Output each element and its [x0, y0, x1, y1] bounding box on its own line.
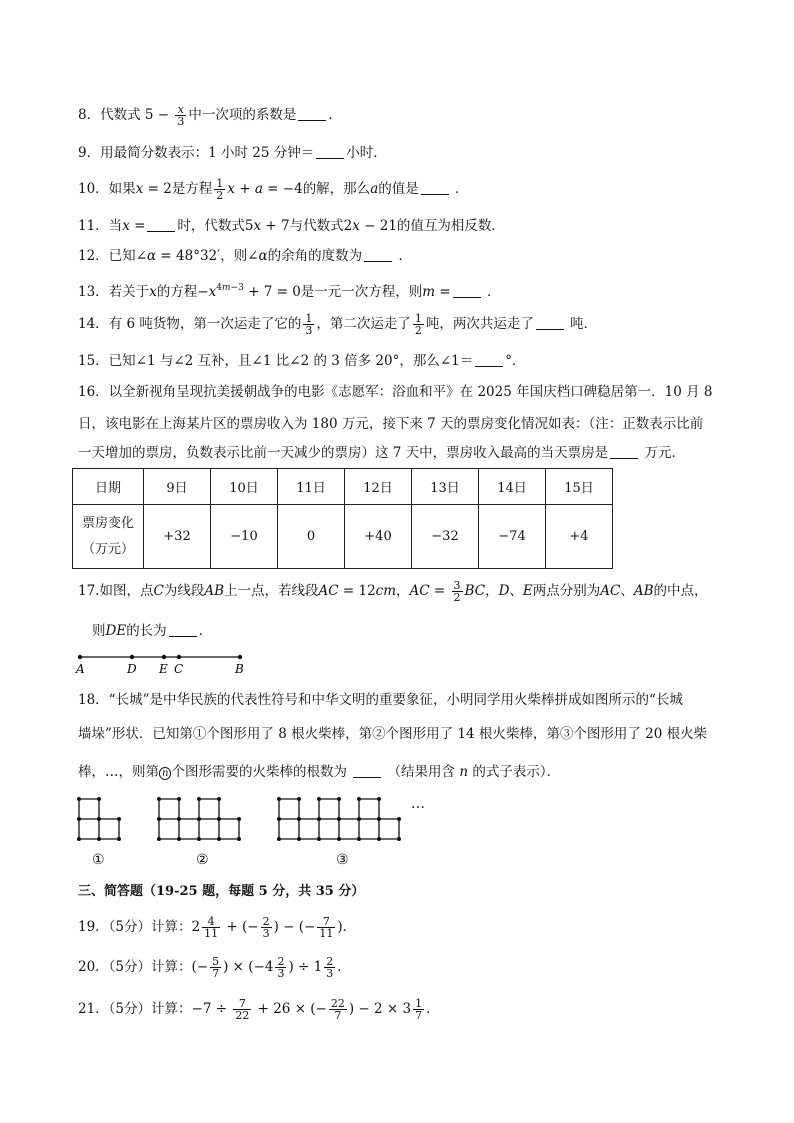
table-header-date: 日期: [73, 469, 144, 505]
label-c: C: [174, 662, 184, 676]
question-16-line-2: 日，该电影在上海某片区的票房收入为 180 万元，接下来 7 天的票房变化情况如表：（注：正数表示比前: [78, 416, 704, 432]
answer-blank[interactable]: [536, 315, 564, 330]
figure-label-3: ③: [336, 852, 349, 868]
answer-blank[interactable]: [364, 247, 392, 262]
label-b: B: [235, 662, 244, 676]
question-17-line-1: 17.如图，点C为线段AB上一点，若线段AC = 12cm，AC = $\frac{3}{2}$ BC，D、E两点分别为AC、AB的中点，: [78, 579, 708, 604]
answer-blank[interactable]: [353, 763, 381, 778]
question-12: 12．已知∠α = 48°32′，则∠α的余角的度数为 ．: [78, 248, 412, 264]
box-office-table: [72, 468, 613, 569]
wall-figure-2: [154, 794, 254, 844]
wall-figure-3: [274, 794, 414, 844]
question-20: 20．（5分）计算：(− $\frac{5}{7}$ ) × (−4 $\frac{2}{3}$ ) ÷ 1 $\frac{2}{3}$ ．: [78, 955, 351, 980]
answer-blank[interactable]: [147, 217, 175, 232]
question-13: 13．若关于x的方程$-x^{4m-3} + 7 = 0$是一元一次方程，则m = ．: [78, 283, 501, 300]
point-a: [78, 655, 82, 659]
question-15: 15．已知∠1 与∠2 互补，且∠1 比∠2 的 3 倍多 20°，那么∠1＝ °．: [78, 353, 526, 369]
segment-diagram: [70, 648, 270, 678]
answer-blank[interactable]: [610, 444, 638, 459]
question-9: 9．用最简分数表示：1 小时 25 分钟＝ 小时．: [78, 145, 387, 161]
table-row: 票房变化 （万元） +32 −10 0 +40 −32 −74 +4: [73, 505, 613, 569]
table-row: 日期 9日 10日 11日 12日 13日 14日 15日: [73, 469, 613, 505]
question-18-line-3: 棒，…，则第 n 个图形需要的火柴棒的根数为 （结果用含 n 的式子表示）．: [78, 764, 561, 780]
question-19: 19．（5分）计算：2 $\frac{4}{11}$ + (− $\frac{2}{3}$ ) − (− $\frac{7}{11}$ )．: [78, 915, 357, 940]
point-e: [162, 655, 166, 659]
ellipsis: …: [411, 796, 425, 812]
answer-blank[interactable]: [475, 352, 503, 367]
point-d: [130, 655, 134, 659]
answer-blank[interactable]: [453, 283, 481, 298]
wall-figure-1: [74, 794, 134, 844]
figure-label-1: ①: [92, 852, 105, 868]
answer-blank[interactable]: [421, 180, 449, 195]
question-11: 11．当x = 时，代数式5x + 7与代数式2x − 21的值互为相反数．: [78, 218, 505, 234]
question-14: 14．有 6 吨货物，第一次运走了它的 $\frac{1}{3}$ ，第二次运走了 $\frac{1}{2}$ 吨，两次共运走了 吨．: [78, 312, 598, 337]
table-header-change: 票房变化 （万元）: [73, 505, 144, 569]
section-heading: 三、简答题（19-25 题，每题 5 分，共 35 分）: [78, 884, 365, 899]
question-17-line-2: 则DE的长为 ．: [92, 623, 213, 639]
answer-blank[interactable]: [298, 106, 326, 121]
label-a: A: [76, 662, 85, 676]
question-18-line-1: 18．“长城”是中华民族的代表性符号和中华文明的重要象征，小明同学用火柴棒拼成如图所示的“长城: [78, 692, 683, 708]
question-21: 21．（5分）计算：−7 ÷ $\frac{7}{22}$ + 26 × (− $\frac{22}{7}$ ) − 2 × 3 $\frac{1}{7}$ ．: [78, 997, 440, 1022]
question-16-line-3: 一天增加的票房，负数表示比前一天减少的票房）这 7 天中，票房收入最高的当天票房是 万元．: [78, 445, 685, 461]
question-8: 8．代数式 5 − $\frac{x}{3}$ 中一次项的系数是 ．: [78, 103, 342, 128]
answer-blank[interactable]: [169, 622, 197, 637]
question-16-line-1: 16．以全新视角呈现抗美援朝战争的电影《志愿军：浴血和平》在 2025 年国庆档口碑稳居第一．10 月 8: [78, 384, 713, 400]
point-b: [238, 655, 242, 659]
question-10: 10．如果x = 2是方程 $\frac{1}{2}$ x + a = −4的解，那么a的值是 ．: [78, 177, 469, 202]
point-c: [177, 655, 181, 659]
figure-label-2: ②: [196, 852, 209, 868]
label-d: D: [127, 662, 137, 676]
label-e: E: [159, 662, 168, 676]
answer-blank[interactable]: [316, 144, 344, 159]
question-18-line-2: 墙垛”形状．已知第①个图形用了 8 根火柴棒，第②个图形用了 14 根火柴棒，第③个图形用了 20 根火柴: [78, 726, 708, 742]
